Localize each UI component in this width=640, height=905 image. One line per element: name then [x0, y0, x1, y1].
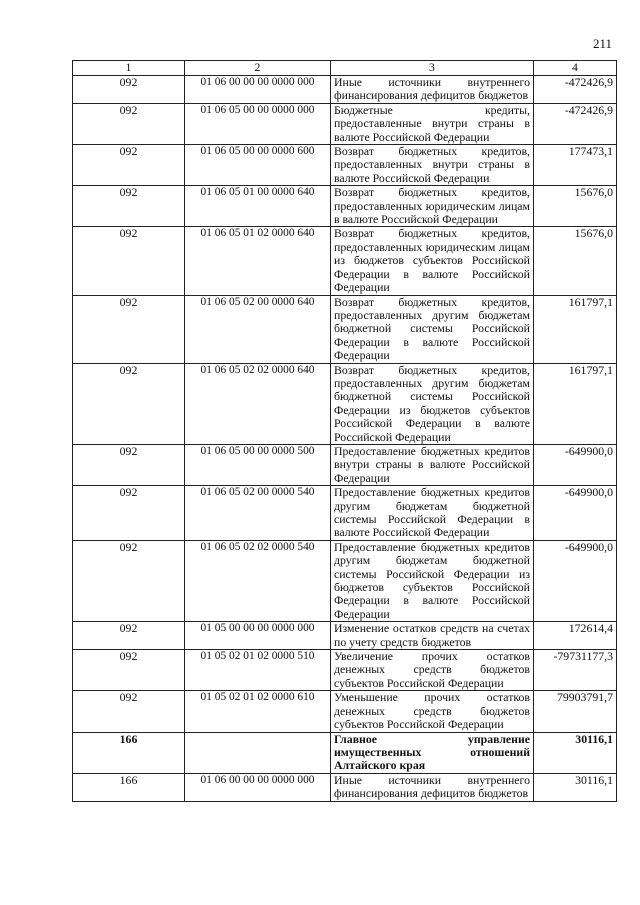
code-cell: 01 05 00 00 00 0000 000	[185, 622, 331, 650]
desc-cell: Увеличение прочих остатков денежных средств бюджетов субъектов Российской Федерации	[331, 650, 534, 691]
table-row	[73, 227, 617, 295]
agency-cell: 166	[73, 773, 185, 801]
code-cell: 01 06 05 02 02 0000 640	[185, 363, 331, 444]
agency-cell: 092	[73, 103, 185, 144]
budget-sources-table	[72, 60, 617, 802]
table-row	[73, 363, 617, 444]
desc-cell: Возврат бюджетных кредитов, предоставленных внутри страны в валюте Российской Федерации	[331, 145, 534, 186]
desc-cell: Бюджетные кредиты, предоставленные внутри страны в валюте Российской Федерации	[331, 103, 534, 144]
amount-cell: 161797,1	[534, 363, 617, 444]
desc-cell: Изменение остатков средств на счетах по учету средств бюджетов	[331, 622, 534, 650]
column-header-1: 1	[73, 61, 185, 76]
amount-cell: 30116,1	[534, 732, 617, 773]
table-row	[73, 486, 617, 541]
amount-cell: 172614,4	[534, 622, 617, 650]
amount-cell: 177473,1	[534, 145, 617, 186]
table-row	[73, 295, 617, 363]
desc-cell: Предоставление бюджетных кредитов другим бюджетам бюджетной системы Российской Федерации в валюте Российской Федерации	[331, 486, 534, 541]
amount-cell: 15676,0	[534, 227, 617, 295]
desc-cell: Иные источники внутреннего финансирования дефицитов бюджетов	[331, 76, 534, 104]
table-row	[73, 650, 617, 691]
agency-cell: 092	[73, 444, 185, 485]
agency-cell: 166	[73, 732, 185, 773]
code-cell: 01 06 05 00 00 0000 600	[185, 145, 331, 186]
table-row	[73, 732, 617, 773]
desc-cell: Предоставление бюджетных кредитов другим бюджетам бюджетной системы Российской Федерации из бюджетов субъектов Российской Федерации в валюте Российской Федерации	[331, 540, 534, 621]
code-cell: 01 06 00 00 00 0000 000	[185, 773, 331, 801]
code-cell: 01 05 02 01 02 0000 610	[185, 691, 331, 732]
desc-cell: Возврат бюджетных кредитов, предоставленных юридическим лицам из бюджетов субъектов Российской Федерации в валюте Российской Федерации	[331, 227, 534, 295]
amount-cell: -649900,0	[534, 444, 617, 485]
desc-cell: Возврат бюджетных кредитов, предоставленных другим бюджетам бюджетной системы Российской Федерации из бюджетов субъектов Российской Федерации в валюте Российской Федерации	[331, 363, 534, 444]
code-cell: 01 05 02 01 02 0000 510	[185, 650, 331, 691]
agency-cell: 092	[73, 650, 185, 691]
table-row	[73, 76, 617, 104]
table-row	[73, 444, 617, 485]
desc-cell: Предоставление бюджетных кредитов внутри страны в валюте Российской Федерации	[331, 444, 534, 485]
desc-cell: Возврат бюджетных кредитов, предоставленных другим бюджетам бюджетной системы Российской Федерации в валюте Российской Федерации	[331, 295, 534, 363]
amount-cell: -649900,0	[534, 486, 617, 541]
table-row	[73, 773, 617, 801]
amount-cell: -79731177,3	[534, 650, 617, 691]
column-header-4: 4	[534, 61, 617, 76]
desc-cell: Возврат бюджетных кредитов, предоставленных юридическим лицам в валюте Российской Федерации	[331, 186, 534, 227]
agency-cell: 092	[73, 227, 185, 295]
code-cell: 01 06 05 00 00 0000 000	[185, 103, 331, 144]
column-header-2: 2	[185, 61, 331, 76]
desc-cell: Уменьшение прочих остатков денежных средств бюджетов субъектов Российской Федерации	[331, 691, 534, 732]
code-cell: 01 06 05 01 00 0000 640	[185, 186, 331, 227]
agency-cell: 092	[73, 145, 185, 186]
amount-cell: 30116,1	[534, 773, 617, 801]
table-row	[73, 691, 617, 732]
code-cell: 01 06 05 00 00 0000 500	[185, 444, 331, 485]
table-row	[73, 145, 617, 186]
code-cell	[185, 732, 331, 773]
code-cell: 01 06 05 01 02 0000 640	[185, 227, 331, 295]
agency-cell: 092	[73, 622, 185, 650]
code-cell: 01 06 05 02 02 0000 540	[185, 540, 331, 621]
amount-cell: -472426,9	[534, 103, 617, 144]
page-number: 211	[592, 36, 612, 51]
amount-cell: -472426,9	[534, 76, 617, 104]
header-row	[73, 61, 617, 76]
amount-cell: 79903791,7	[534, 691, 617, 732]
amount-cell: 15676,0	[534, 186, 617, 227]
desc-cell: Иные источники внутреннего финансирования дефицитов бюджетов	[331, 773, 534, 801]
table-row	[73, 103, 617, 144]
code-cell: 01 06 00 00 00 0000 000	[185, 76, 331, 104]
table-row	[73, 186, 617, 227]
agency-cell: 092	[73, 363, 185, 444]
agency-cell: 092	[73, 186, 185, 227]
agency-cell: 092	[73, 76, 185, 104]
table-row	[73, 540, 617, 621]
desc-cell: Главное управление имущественных отношений Алтайского края	[331, 732, 534, 773]
agency-cell: 092	[73, 295, 185, 363]
table-body	[73, 76, 617, 802]
table-row	[73, 622, 617, 650]
agency-cell: 092	[73, 486, 185, 541]
agency-cell: 092	[73, 691, 185, 732]
code-cell: 01 06 05 02 00 0000 540	[185, 486, 331, 541]
column-header-3: 3	[331, 61, 534, 76]
agency-cell: 092	[73, 540, 185, 621]
amount-cell: -649900,0	[534, 540, 617, 621]
amount-cell: 161797,1	[534, 295, 617, 363]
table-header	[73, 61, 617, 76]
code-cell: 01 06 05 02 00 0000 640	[185, 295, 331, 363]
